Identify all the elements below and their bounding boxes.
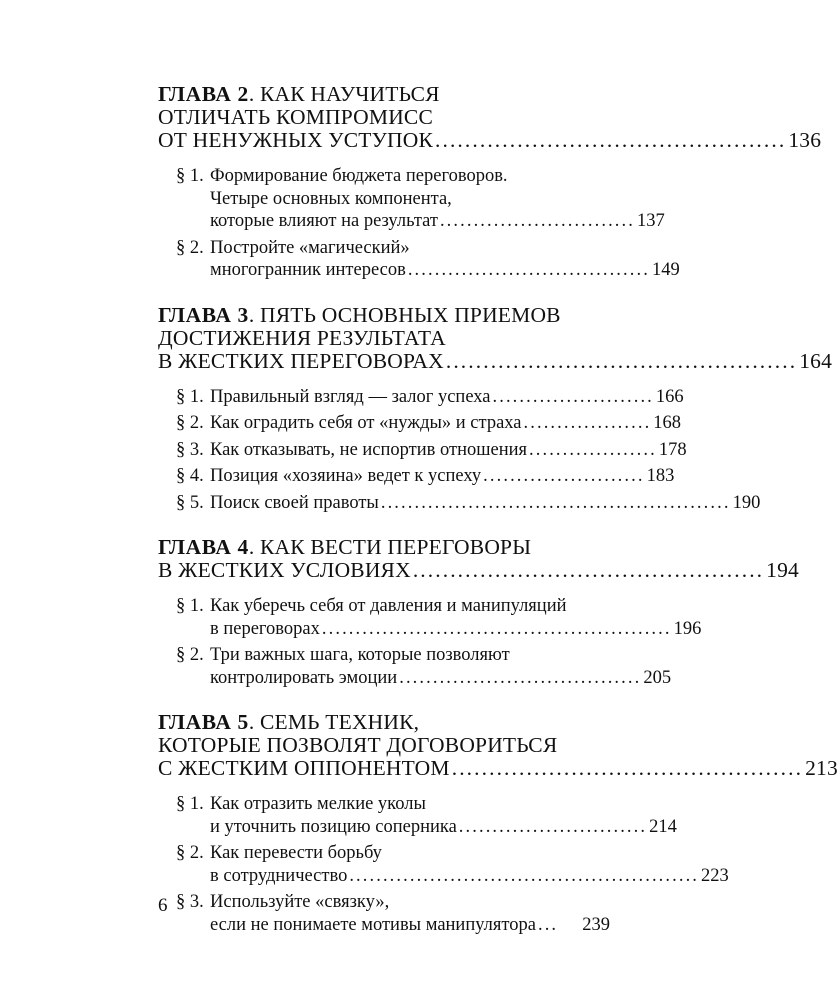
section-mark: § 1. — [176, 596, 204, 616]
chapter-title — [158, 710, 838, 780]
section-list — [176, 165, 680, 282]
dot-leader: .................................... — [407, 260, 650, 280]
section-entry — [176, 439, 687, 462]
dot-leader: ............................................... — [445, 348, 798, 373]
section-line — [176, 618, 702, 641]
section-entry — [176, 465, 675, 488]
dot-leader: ........................ — [483, 466, 645, 486]
section-list — [176, 793, 729, 936]
section-page-number: 178 — [658, 439, 687, 460]
section-mark: § 5. — [176, 492, 204, 513]
section-mark: § 2. — [176, 237, 204, 258]
section-page-number: 137 — [636, 211, 665, 231]
section-page-number: 223 — [701, 865, 729, 886]
chapter-4 — [158, 535, 800, 689]
chapter-title-text: ДОСТИЖЕНИЯ РЕЗУЛЬТАТА — [158, 325, 446, 350]
dot-leader: ............................ — [458, 816, 648, 837]
section-entry — [176, 412, 682, 435]
chapter-title-line — [158, 304, 610, 327]
chapter-title-text: В ЖЕСТКИХ ПЕРЕГОВОРАХ — [158, 348, 444, 373]
chapter-label: ГЛАВА 2 — [158, 82, 249, 106]
section-title-text: в сотрудничество — [210, 865, 348, 886]
section-title-text: Три важных шага, которые позволяют — [210, 645, 510, 665]
dot-leader: .................................................... — [380, 492, 731, 513]
section-line — [176, 816, 677, 839]
section-title-text: Четыре основных компонента, — [210, 188, 452, 209]
chapter-title-text: КОТОРЫЕ ПОЗВОЛЯТ ДОГОВОРИТЬСЯ — [158, 733, 558, 757]
chapter-title-text: ОТ НЕНУЖНЫХ УСТУПОК — [158, 128, 433, 152]
section-mark: § 3. — [176, 892, 204, 912]
chapter-title-text: ОТЛИЧАТЬ КОМПРОМИСС — [158, 105, 434, 129]
section-page-number: 149 — [651, 260, 680, 280]
chapter-title-text: . КАК ВЕСТИ ПЕРЕГОВОРЫ — [248, 535, 532, 559]
section-mark: § 2. — [176, 645, 204, 665]
section-line — [176, 492, 761, 515]
chapter-title — [158, 535, 800, 582]
chapter-5 — [158, 710, 838, 936]
section-line — [176, 891, 610, 914]
dot-leader: ............................................... — [435, 128, 787, 152]
section-line — [176, 595, 610, 618]
chapter-label: ГЛАВА 4 — [158, 535, 249, 559]
section-title-text: в переговорах — [210, 618, 320, 639]
section-line — [176, 667, 672, 690]
section-entry — [176, 891, 610, 936]
section-entry — [176, 492, 761, 515]
chapter-title-line — [158, 734, 610, 757]
section-line — [176, 842, 610, 865]
section-entry — [176, 595, 702, 640]
section-page-number: 205 — [643, 667, 672, 688]
section-entry — [176, 644, 672, 689]
chapter-title-line — [158, 756, 838, 780]
section-line — [176, 644, 610, 667]
chapter-title-line — [158, 711, 610, 734]
dot-leader: ................... — [523, 413, 652, 433]
section-mark: § 4. — [176, 466, 204, 486]
section-title-text: Формирование бюджета переговоров. — [210, 166, 508, 186]
section-page-number: 196 — [673, 618, 702, 639]
chapter-title-text: В ЖЕСТКИХ УСЛОВИЯХ — [158, 558, 411, 582]
chapter-title-line — [158, 106, 610, 129]
section-title-text: Поиск своей правоты — [210, 492, 379, 513]
chapter-2 — [158, 82, 822, 282]
section-title-text: Позиция «хозяина» ведет к успеху — [210, 466, 482, 486]
chapter-title — [158, 302, 833, 373]
dot-leader: ............................................... — [451, 756, 804, 780]
chapter-title-line — [158, 348, 833, 373]
section-line — [176, 465, 675, 488]
section-title-text: Правильный взгляд — залог успеха — [210, 386, 491, 407]
section-title-text: Постройте «магический» — [210, 237, 410, 258]
dot-leader: .................................................... — [321, 618, 672, 639]
section-line — [176, 386, 684, 409]
chapter-page-number: 194 — [766, 558, 800, 582]
chapter-label: ГЛАВА 3 — [158, 302, 249, 327]
chapter-title-line — [158, 83, 610, 106]
section-line — [176, 237, 610, 260]
section-line — [176, 259, 680, 282]
dot-leader: .................................................... — [349, 865, 700, 886]
page-number: 6 — [158, 895, 168, 916]
section-line — [176, 439, 687, 462]
section-title-text: которые влияют на результат — [210, 211, 438, 231]
dot-leader: ............................. — [439, 211, 635, 231]
section-mark: § 1. — [176, 386, 204, 407]
chapter-label: ГЛАВА 5 — [158, 710, 249, 734]
section-line — [176, 188, 610, 211]
section-title-text: Как оградить себя от «нужды» и страха — [210, 413, 522, 433]
section-line — [176, 865, 729, 888]
chapter-title-text: С ЖЕСТКИМ ОППОНЕНТОМ — [158, 756, 450, 780]
chapter-title-line — [158, 327, 610, 350]
section-title-text: Используйте «связку», — [210, 892, 390, 912]
chapter-title — [158, 82, 822, 152]
section-page-number: 183 — [646, 466, 675, 486]
dot-leader: .................................... — [399, 667, 642, 688]
section-page-number: 166 — [655, 386, 684, 407]
section-entry — [176, 237, 680, 282]
chapter-page-number: 213 — [805, 756, 838, 780]
section-list — [176, 595, 702, 689]
section-entry — [176, 793, 677, 838]
section-mark: § 3. — [176, 439, 204, 460]
section-entry — [176, 165, 665, 233]
section-entry — [176, 842, 729, 887]
chapter-title-text: . КАК НАУЧИТЬСЯ — [248, 82, 440, 106]
section-page-number: 190 — [732, 492, 761, 513]
section-title-text: Как отразить мелкие уколы — [210, 794, 426, 814]
dot-leader: ... — [537, 914, 559, 935]
chapter-page-number: 164 — [799, 348, 833, 373]
section-line — [176, 210, 665, 233]
chapter-title-text: . СЕМЬ ТЕХНИК, — [248, 710, 420, 734]
section-title-text: и уточнить позицию соперника — [210, 816, 457, 837]
section-mark: § 1. — [176, 166, 204, 186]
chapter-title-line — [158, 536, 610, 559]
section-title-text: Как перевести борьбу — [210, 843, 382, 863]
section-page-number: 214 — [649, 816, 677, 837]
chapter-page-number: 136 — [788, 128, 822, 152]
section-list — [176, 386, 761, 515]
section-title-text: контролировать эмоции — [210, 667, 398, 688]
section-title-text: если не понимаете мотивы манипулятора — [210, 914, 536, 935]
section-mark: § 2. — [176, 413, 204, 433]
section-line — [176, 914, 610, 937]
table-of-contents — [158, 82, 838, 958]
chapter-3 — [158, 302, 833, 515]
section-mark: § 1. — [176, 794, 204, 814]
dot-leader: ........................ — [492, 386, 654, 407]
section-mark: § 2. — [176, 843, 204, 863]
chapter-title-line — [158, 128, 822, 152]
chapter-title-line — [158, 558, 800, 582]
section-line — [176, 412, 682, 435]
section-title-text: многогранник интересов — [210, 260, 406, 280]
section-page-number: 239 — [582, 914, 610, 935]
section-title-text: Как уберечь себя от давления и манипуляций — [210, 596, 567, 616]
section-page-number: 168 — [653, 413, 682, 433]
chapter-title-text: . ПЯТЬ ОСНОВНЫХ ПРИЕМОВ — [248, 302, 561, 327]
section-entry — [176, 386, 684, 409]
section-title-text: Как отказывать, не испортив отношения — [210, 439, 528, 460]
dot-leader: ............................................... — [412, 558, 765, 582]
section-line — [176, 793, 610, 816]
dot-leader: ................... — [529, 439, 657, 460]
section-line — [176, 165, 610, 188]
